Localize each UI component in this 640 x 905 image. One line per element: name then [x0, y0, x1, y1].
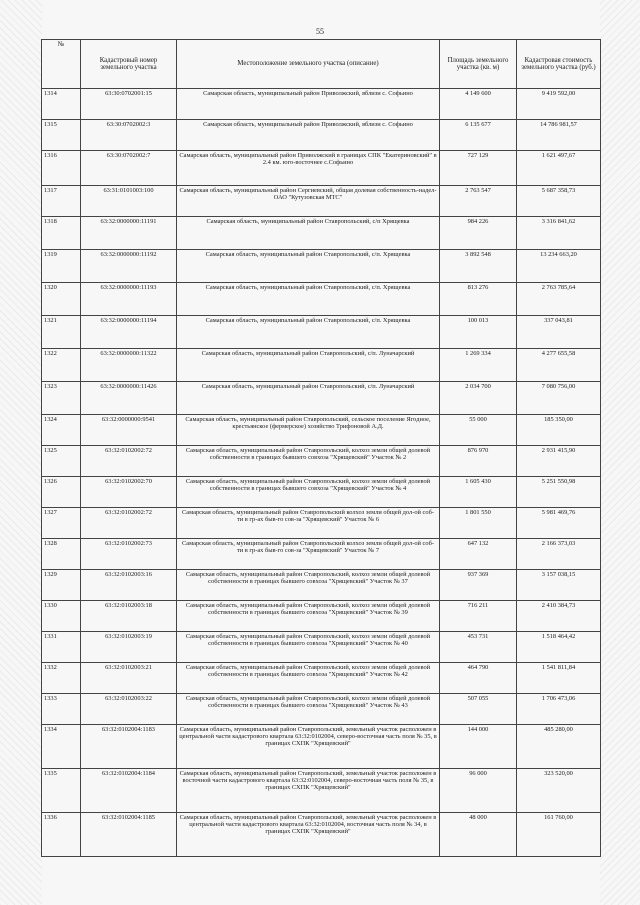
cell-number: 1317	[42, 186, 81, 217]
land-registry-table	[41, 39, 601, 857]
cell-number: 1322	[42, 349, 81, 382]
cell-cost: 5 687 358,73	[517, 186, 601, 217]
cell-cadastral-number: 63:32:0000000:11194	[81, 316, 177, 349]
cell-cost: 5 981 469,76	[517, 508, 601, 539]
table-row	[42, 217, 601, 250]
cell-cost: 5 251 550,98	[517, 477, 601, 508]
table-row	[42, 601, 601, 632]
cell-cost: 161 760,00	[517, 813, 601, 857]
table-row	[42, 151, 601, 186]
table-row	[42, 349, 601, 382]
cell-area: 1 801 550	[440, 508, 517, 539]
cell-area: 100 013	[440, 316, 517, 349]
cell-location: Самарская область, муниципальный район Ставропольский, с/п. Луначарский	[177, 382, 440, 415]
cell-cadastral-number: 63:32:0102002:70	[81, 477, 177, 508]
cell-cadastral-number: 63:32:0000000:9541	[81, 415, 177, 446]
cell-cost: 14 786 981,57	[517, 120, 601, 151]
cell-cadastral-number: 63:32:0102004:1185	[81, 813, 177, 857]
cell-cost: 1 541 811,84	[517, 663, 601, 694]
cell-cadastral-number: 63:30:0702001:15	[81, 89, 177, 120]
cell-location: Самарская область, муниципальный район Ставропольский колхоз земли общей дол-ой соб-ти в гр-ах быв-го сов-за "Хрящевский" Участок № 7	[177, 539, 440, 570]
cell-area: 4 149 600	[440, 89, 517, 120]
cell-cadastral-number: 63:32:0000000:11193	[81, 283, 177, 316]
cell-cadastral-number: 63:32:0102002:73	[81, 539, 177, 570]
cell-location: Самарская область, муниципальный район Ставропольский, колхоз земли общей долевой собственности в границах бывшего совхоза "Хрящевский" Участок № 2	[177, 446, 440, 477]
cell-location: Самарская область, муниципальный район Ставропольский, сельское поселение Ягодное, крестьянское (фермерское) хозяйство Трифоновой А.Д.	[177, 415, 440, 446]
cell-area: 813 276	[440, 283, 517, 316]
cell-cost: 1 518 464,42	[517, 632, 601, 663]
table-row	[42, 415, 601, 446]
cell-location: Самарская область, муниципальный район Ставропольский, колхоз земли общей долевой собственности в границах бывшего совхоза "Хрящевский" Участок № 39	[177, 601, 440, 632]
cell-location: Самарская область, муниципальный район Ставропольский колхоз земли общей дол-ой соб-ти в гр-ах быв-го сов-за "Хрящевский" Участок № 6	[177, 508, 440, 539]
header-cadastral-number: Кадастровый номер земельного участка	[81, 40, 177, 89]
cell-location: Самарская область, муниципальный район Ставропольский, с/п. Хрящевка	[177, 316, 440, 349]
cell-cadastral-number: 63:32:0000000:11192	[81, 250, 177, 283]
cell-number: 1325	[42, 446, 81, 477]
cell-location: Самарская область, муниципальный район Ставропольский, колхоз земли общей долевой собственности в границах бывшего совхоза "Хрящевский" Участок № 43	[177, 694, 440, 725]
table-row	[42, 663, 601, 694]
header-cadastral-cost: Кадастровая стоимость земельного участка (руб.)	[517, 40, 601, 89]
page-number: 55	[316, 27, 324, 36]
table-row	[42, 186, 601, 217]
table-row	[42, 813, 601, 857]
table-row	[42, 250, 601, 283]
cell-cost: 2 763 785,64	[517, 283, 601, 316]
cell-cadastral-number: 63:32:0102002:72	[81, 508, 177, 539]
cell-area: 6 135 677	[440, 120, 517, 151]
table-row	[42, 694, 601, 725]
cell-area: 464 790	[440, 663, 517, 694]
cell-cadastral-number: 63:32:0000000:11322	[81, 349, 177, 382]
cell-cadastral-number: 63:32:0102003:16	[81, 570, 177, 601]
table-row	[42, 725, 601, 769]
header-number: №	[42, 40, 81, 89]
table-row	[42, 316, 601, 349]
cell-area: 2 763 547	[440, 186, 517, 217]
cell-cost: 7 080 756,00	[517, 382, 601, 415]
cell-cost: 1 621 497,67	[517, 151, 601, 186]
cell-location: Самарская область, муниципальный район Ставропольский, с/п. Хрящевка	[177, 250, 440, 283]
cell-cost: 485 280,00	[517, 725, 601, 769]
cell-location: Самарская область, муниципальный район Ставропольский, земельный участок расположен в центральной части кадастрового квартала 63:32:0102004, восточная часть поля № 34, в границах СХПК "Хрящевский"	[177, 813, 440, 857]
cell-area: 984 226	[440, 217, 517, 250]
cell-cost: 13 234 663,20	[517, 250, 601, 283]
cell-number: 1319	[42, 250, 81, 283]
cell-location: Самарская область, муниципальный район Ставропольский, с/п Хрящевка	[177, 217, 440, 250]
cell-cadastral-number: 63:32:0000000:11191	[81, 217, 177, 250]
table-row	[42, 446, 601, 477]
table-row	[42, 632, 601, 663]
cell-cost: 9 419 592,00	[517, 89, 601, 120]
cell-cost: 2 931 415,90	[517, 446, 601, 477]
cell-number: 1327	[42, 508, 81, 539]
table-header-row	[42, 40, 601, 89]
cell-cadastral-number: 63:32:0102004:1183	[81, 725, 177, 769]
cell-cost: 185 350,00	[517, 415, 601, 446]
cell-location: Самарская область, муниципальный район Приволжский в границах СПК "Екатериновский" в 2.4 км. юго-восточнее с.Софьино	[177, 151, 440, 186]
cell-number: 1320	[42, 283, 81, 316]
table-row	[42, 477, 601, 508]
cell-location: Самарская область, муниципальный район Приволжский, вблизи с. Софьино	[177, 89, 440, 120]
cell-number: 1314	[42, 89, 81, 120]
cell-number: 1329	[42, 570, 81, 601]
table-row	[42, 120, 601, 151]
cell-area: 453 731	[440, 632, 517, 663]
table-row	[42, 570, 601, 601]
cell-cost: 337 043,81	[517, 316, 601, 349]
table-row	[42, 769, 601, 813]
cell-location: Самарская область, муниципальный район Ставропольский, колхоз земли общей долевой собственности в границах бывшего совхоза "Хрящевский" Участок № 42	[177, 663, 440, 694]
cell-cost: 1 706 473,06	[517, 694, 601, 725]
cell-location: Самарская область, муниципальный район Ставропольский, земельный участок расположен в восточной части кадастрового квартала 63:32:0102004, северо-восточная часть поля № 35, в границах СХПК "Хрящевский"	[177, 769, 440, 813]
cell-cadastral-number: 63:32:0102003:21	[81, 663, 177, 694]
cell-number: 1328	[42, 539, 81, 570]
cell-area: 876 970	[440, 446, 517, 477]
cell-number: 1316	[42, 151, 81, 186]
cell-cost: 3 316 841,62	[517, 217, 601, 250]
cell-area: 647 132	[440, 539, 517, 570]
cell-number: 1323	[42, 382, 81, 415]
cell-cost: 2 410 384,73	[517, 601, 601, 632]
cell-number: 1333	[42, 694, 81, 725]
cell-number: 1321	[42, 316, 81, 349]
cell-location: Самарская область, муниципальный район Приволжский, вблизи с. Софьино	[177, 120, 440, 151]
table-row	[42, 539, 601, 570]
cell-number: 1334	[42, 725, 81, 769]
cell-cadastral-number: 63:31:0101003:100	[81, 186, 177, 217]
cell-area: 96 000	[440, 769, 517, 813]
cell-location: Самарская область, муниципальный район Ставропольский, колхоз земли общей долевой собственности в границах бывшего совхоза "Хрящевский" Участок № 4	[177, 477, 440, 508]
cell-cadastral-number: 63:30:0702002:3	[81, 120, 177, 151]
cell-area: 55 000	[440, 415, 517, 446]
cell-number: 1330	[42, 601, 81, 632]
cell-area: 2 034 700	[440, 382, 517, 415]
cell-number: 1326	[42, 477, 81, 508]
cell-number: 1315	[42, 120, 81, 151]
cell-cadastral-number: 63:30:0702002:7	[81, 151, 177, 186]
cell-area: 507 055	[440, 694, 517, 725]
cell-cadastral-number: 63:32:0102004:1184	[81, 769, 177, 813]
cell-location: Самарская область, муниципальный район Сергиевский, общая долевая собственность-надел-ОАО "Кутузовская МТС"	[177, 186, 440, 217]
cell-number: 1332	[42, 663, 81, 694]
cell-area: 727 129	[440, 151, 517, 186]
cell-cost: 4 277 655,58	[517, 349, 601, 382]
table-row	[42, 89, 601, 120]
cell-cadastral-number: 63:32:0102003:18	[81, 601, 177, 632]
table-row	[42, 382, 601, 415]
cell-area: 144 000	[440, 725, 517, 769]
cell-location: Самарская область, муниципальный район Ставропольский, с/п. Луначарский	[177, 349, 440, 382]
cell-number: 1335	[42, 769, 81, 813]
cell-area: 3 892 548	[440, 250, 517, 283]
header-area: Площадь земельного участка (кв. м)	[440, 40, 517, 89]
header-location: Местоположение земельного участка (описание)	[177, 40, 440, 89]
cell-area: 1 269 334	[440, 349, 517, 382]
cell-number: 1318	[42, 217, 81, 250]
table-row	[42, 283, 601, 316]
cell-cost: 323 520,00	[517, 769, 601, 813]
cell-area: 1 605 430	[440, 477, 517, 508]
cell-area: 48 000	[440, 813, 517, 857]
cell-cadastral-number: 63:32:0000000:11426	[81, 382, 177, 415]
cell-cadastral-number: 63:32:0102003:22	[81, 694, 177, 725]
cell-area: 937 369	[440, 570, 517, 601]
cell-cadastral-number: 63:32:0102002:72	[81, 446, 177, 477]
cell-number: 1336	[42, 813, 81, 857]
cell-location: Самарская область, муниципальный район Ставропольский, колхоз земли общей долевой собственности в границах бывшего совхоза "Хрящевский" Участок № 40	[177, 632, 440, 663]
cell-location: Самарская область, муниципальный район Ставропольский, земельный участок расположен в центральной части кадастрового квартала 63:32:0102004, северо-восточная часть поля № 35, в границах СХПК "Хрящевский"	[177, 725, 440, 769]
cell-location: Самарская область, муниципальный район Ставропольский, с/п. Хрящевка	[177, 283, 440, 316]
cell-area: 716 211	[440, 601, 517, 632]
table-row	[42, 508, 601, 539]
cell-cadastral-number: 63:32:0102003:19	[81, 632, 177, 663]
cell-cost: 3 157 038,15	[517, 570, 601, 601]
cell-cost: 2 166 373,03	[517, 539, 601, 570]
cell-number: 1324	[42, 415, 81, 446]
cell-location: Самарская область, муниципальный район Ставропольский, колхоз земли общей долевой собственности в границах бывшего совхоза "Хрящевский" Участок № 37	[177, 570, 440, 601]
cell-number: 1331	[42, 632, 81, 663]
